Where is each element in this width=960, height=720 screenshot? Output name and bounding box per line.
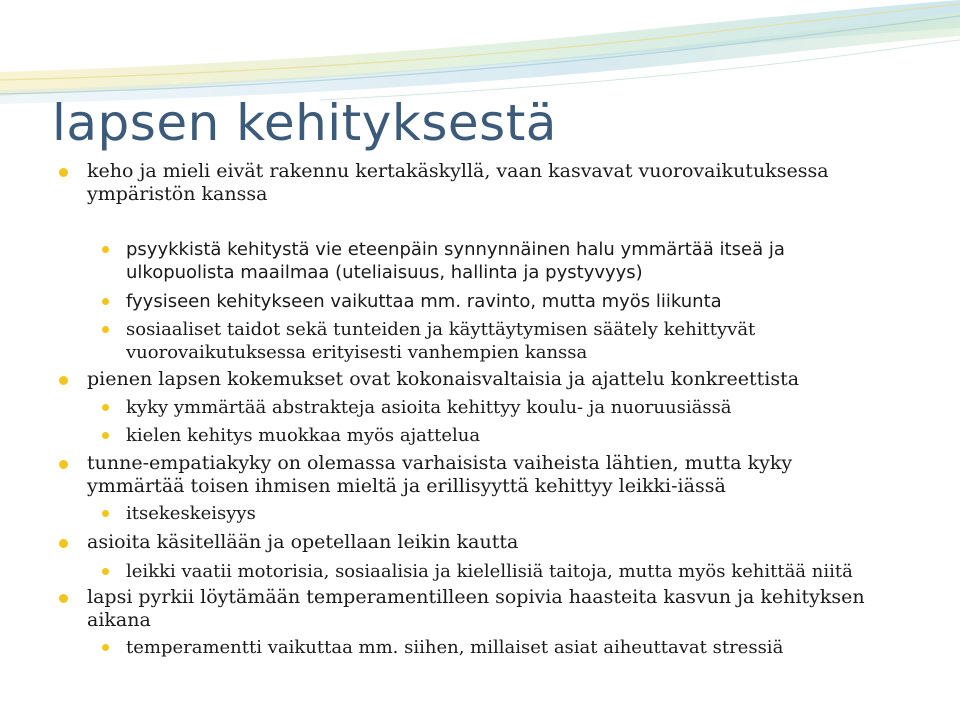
bullet-4-line-1: sosiaaliset taidot sekä tunteiden ja käyttäytymisen säätely kehittyvät [126,319,756,340]
bullet-7-line-1: kielen kehitys muokkaa myös ajattelua [126,425,481,446]
bullet-dot-icon [59,168,68,177]
bullet-dot-icon [102,404,109,411]
bullet-dot-icon [59,460,68,469]
bullet-8-line-2: ymmärtää toisen ihmisen mieltä ja erillisyyttä kehittyy leikki-iässä [87,475,726,497]
bullet-6-line-1: kyky ymmärtää abstrakteja asioita kehittyy koulu- ja nuoruusiässä [126,397,732,418]
bullet-4 [126,318,755,364]
bullet-1 [87,160,829,206]
bullet-3-line-1: fyysiseen kehitykseen vaikuttaa mm. ravinto, mutta myös liikunta [126,291,722,312]
bullet-dot-icon [59,594,68,603]
bullet-dot-icon [59,376,68,385]
bullet-dot-icon [59,539,68,548]
bullet-6 [126,396,732,419]
bullet-dot-icon [102,432,109,439]
bullet-8 [87,452,792,498]
bullet-1-line-2: ympäristön kanssa [87,183,268,205]
bullet-9-line-1: itsekeskeisyys [126,503,256,524]
bullet-5 [87,368,799,391]
bullet-5-line-1: pienen lapsen kokemukset ovat kokonaisvaltaisia ja ajattelu konkreettista [87,368,800,390]
bullet-1-line-1: keho ja mieli eivät rakennu kertakäskyllä, vaan kasvavat vuorovaikutuksessa [87,160,829,182]
bullet-dot-icon [102,568,109,575]
slide-title: lapsen kehityksestä [52,94,557,152]
bullet-dot-icon [102,246,109,253]
bullet-11-line-1: leikki vaatii motorisia, sosiaalisia ja kielellisiä taitoja, mutta myös kehittää niitä [126,561,853,582]
bullet-7 [126,424,480,447]
bullet-11 [126,560,853,583]
bullet-8-line-1: tunne-empatiakyky on olemassa varhaisista vaiheista lähtien, mutta kyky [87,452,793,474]
bullet-12-line-1: lapsi pyrkii löytämään temperamentilleen sopivia haasteita kasvun ja kehityksen [87,586,865,608]
bullet-3 [126,290,722,313]
bullet-12 [87,586,865,632]
bullet-2-line-1: psyykkistä kehitystä vie eteenpäin synnynnäinen halu ymmärtää itseä ja [126,239,785,260]
bullet-2 [126,238,785,284]
bullet-dot-icon [102,510,109,517]
bullet-9 [126,502,256,525]
bullet-2-line-2: ulkopuolista maailmaa (uteliaisuus, hallinta ja pystyvyys) [126,262,643,283]
bullet-10 [87,531,518,554]
bullet-dot-icon [102,644,109,651]
bullet-dot-icon [102,326,109,333]
bullet-dot-icon [102,298,109,305]
bullet-13 [126,636,783,659]
bullet-10-line-1: asioita käsitellään ja opetellaan leikin kautta [87,531,519,553]
bullet-4-line-2: vuorovaikutuksessa erityisesti vanhempien kanssa [126,342,588,363]
bullet-13-line-1: temperamentti vaikuttaa mm. siihen, millaiset asiat aiheuttavat stressiä [126,637,784,658]
bullet-12-line-2: aikana [87,609,151,631]
